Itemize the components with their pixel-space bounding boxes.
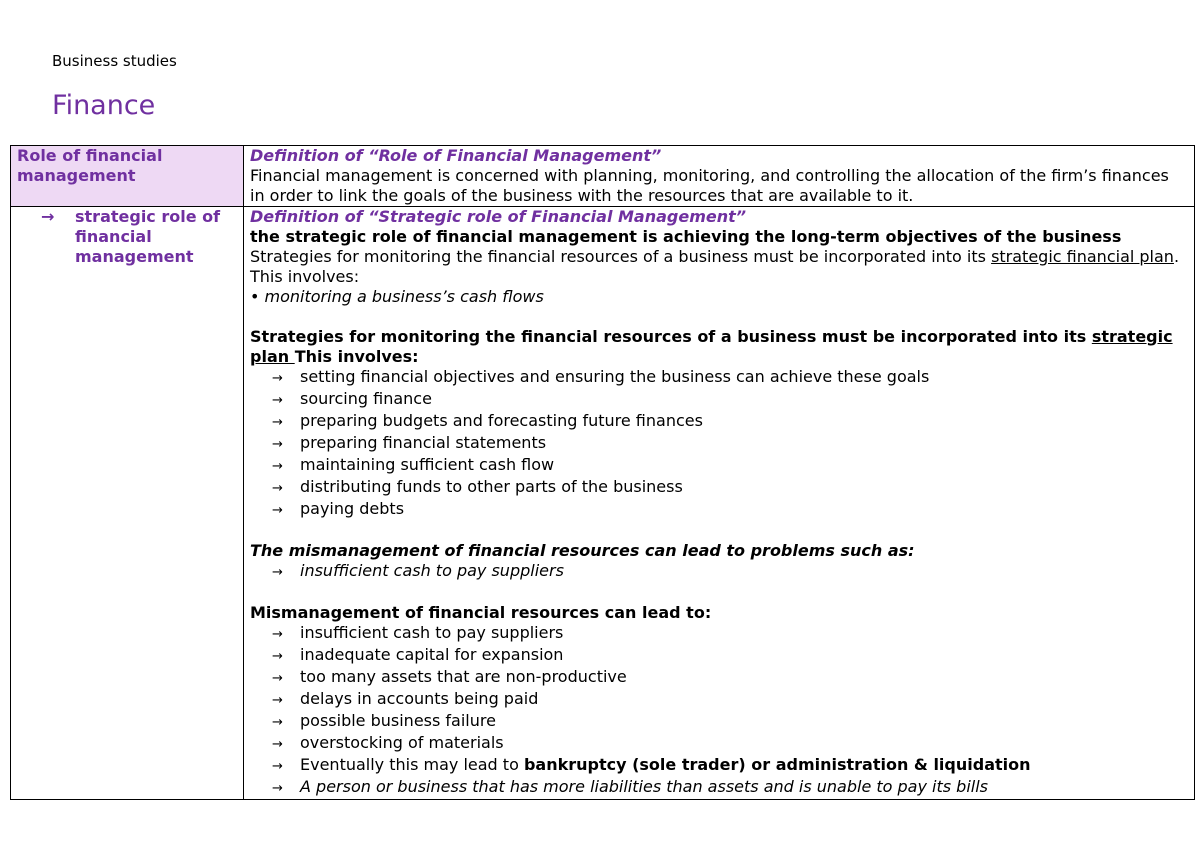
list-item: → maintaining sufficient cash flow: [272, 455, 1188, 477]
content-cell: [244, 146, 1195, 207]
list-item: → sourcing finance: [272, 389, 1188, 411]
page-title: Finance: [52, 90, 156, 121]
list-item: → preparing budgets and forecasting future finances: [272, 411, 1188, 433]
topic-cell: [11, 146, 244, 207]
plan-link: strategic plan: [250, 327, 1173, 366]
subtopic-item: [17, 207, 237, 267]
list-item: → inadequate capital for expansion: [272, 645, 1188, 667]
subject-label: Business studies: [52, 52, 177, 70]
list-item: → too many assets that are non-productive: [272, 667, 1188, 689]
table-row: [11, 146, 1195, 207]
list-item: → insufficient cash to pay suppliers: [272, 623, 1188, 645]
list-item: → setting financial objectives and ensuring the business can achieve these goals: [272, 367, 1188, 389]
list-item: → possible business failure: [272, 711, 1188, 733]
plan-link: strategic financial plan: [991, 247, 1174, 266]
lead-list: [250, 623, 1188, 799]
list-item: → distributing funds to other parts of the business: [272, 477, 1188, 499]
bold-statement: the strategic role of financial management is achieving the long-term objectives of the business: [250, 227, 1122, 246]
intro-paragraph: Strategies for monitoring the financial resources of a business must be incorporated into its strategic financial plan. This involves:: [250, 247, 1180, 286]
list-item: → delays in accounts being paid: [272, 689, 1188, 711]
list-item: → paying debts: [272, 499, 1188, 521]
definition-text: Financial management is concerned with planning, monitoring, and controlling the allocation of the firm’s finances in order to link the goals of the business with the resources that are available to it.: [250, 166, 1169, 205]
involves-list: [250, 367, 1188, 521]
problems-heading: The mismanagement of financial resources can lead to problems such as:: [250, 541, 915, 560]
notes-table: [10, 145, 1195, 800]
arrow-icon: →: [41, 207, 55, 226]
list-item: → A person or business that has more liabilities than assets and is unable to pay its bills: [272, 777, 1188, 799]
topic-label: Role of financial management: [17, 146, 163, 185]
problems-list: [250, 561, 1188, 583]
strategies-paragraph: Strategies for monitoring the financial resources of a business must be incorporated into its strategic plan This involves:: [250, 327, 1173, 366]
definition-heading: Definition of “Strategic role of Financial Management”: [250, 207, 747, 226]
list-item: → overstocking of materials: [272, 733, 1188, 755]
definition-heading: Definition of “Role of Financial Management”: [250, 146, 662, 165]
list-item: → insufficient cash to pay suppliers: [272, 561, 1188, 583]
lead-heading: Mismanagement of financial resources can lead to:: [250, 603, 712, 622]
topic-cell: [11, 207, 244, 800]
list-item: → Eventually this may lead to bankruptcy (sole trader) or administration & liquidation: [272, 755, 1188, 777]
content-cell: [244, 207, 1195, 800]
table-row: [11, 207, 1195, 800]
list-item: → preparing financial statements: [272, 433, 1188, 455]
subtopic-label: strategic role of financial management: [75, 207, 221, 266]
bullet-item: • monitoring a business’s cash flows: [250, 287, 544, 306]
